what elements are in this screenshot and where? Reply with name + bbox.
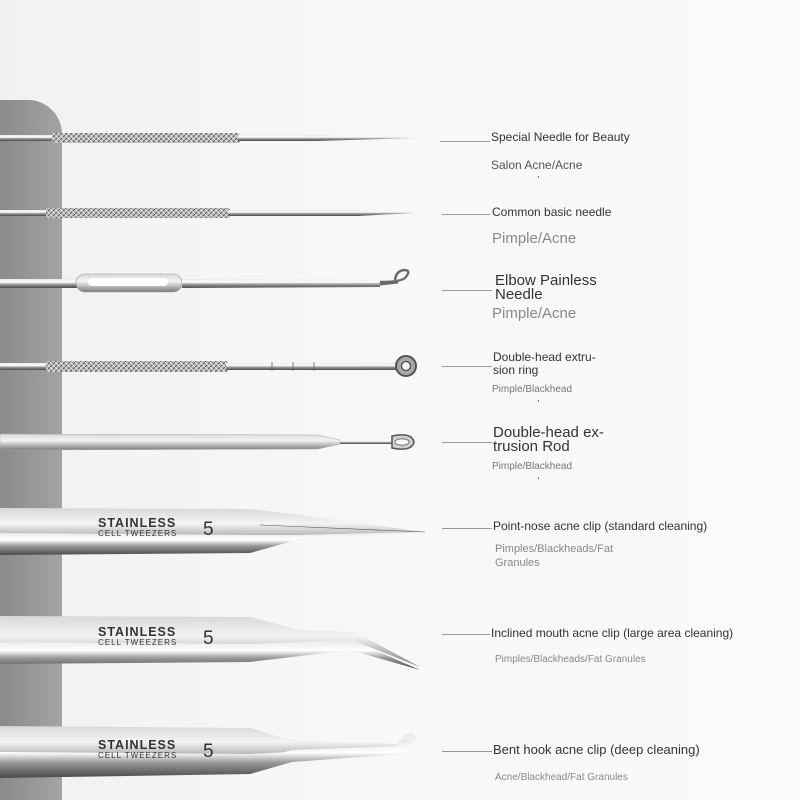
tool-subtitle: Pimple/Acne xyxy=(492,305,577,322)
tool-title: Common basic needle xyxy=(492,205,612,219)
tweezer-brand-line2: CELL TWEEZERS xyxy=(98,638,178,647)
tick-mark xyxy=(538,400,539,402)
leader-line xyxy=(442,442,492,443)
tool-subtitle: Salon Acne/Acne xyxy=(491,158,583,172)
tick-mark xyxy=(538,477,539,479)
tweezer-model-number: 5 xyxy=(203,628,215,649)
tweezer-brand-line2: CELL TWEEZERS xyxy=(98,529,178,538)
tweezer-brand-line2: CELL TWEEZERS xyxy=(98,751,178,760)
inclined-tweezers-illustration xyxy=(0,612,440,677)
tool-subtitle: Pimples/Blackheads/Fat Granules xyxy=(495,543,613,569)
tweezer-brand-line1: STAINLESS xyxy=(98,516,177,530)
tool-title: Special Needle for Beauty xyxy=(491,130,630,144)
tweezer-model-number: 5 xyxy=(203,519,215,540)
needle-1-illustration xyxy=(0,130,430,150)
hook-tweezers-illustration xyxy=(0,722,440,787)
tool-subtitle: Acne/Blackhead/Fat Granules xyxy=(495,772,628,783)
tool-subtitle: Pimple/Blackhead xyxy=(492,461,573,472)
tool-title: Bent hook acne clip (deep cleaning) xyxy=(493,742,700,757)
tweezer-brand-line1: STAINLESS xyxy=(98,738,177,752)
leader-line xyxy=(442,751,492,752)
extrusion-rod-illustration xyxy=(0,428,430,458)
leader-line xyxy=(442,528,492,529)
tool-title: Elbow Painless Needle xyxy=(495,272,597,303)
tool-title: Double-head ex- trusion Rod xyxy=(493,424,604,455)
leader-line xyxy=(440,141,490,142)
tool-title: Inclined mouth acne clip (large area cleaning) xyxy=(491,626,734,640)
needle-2-illustration xyxy=(0,204,430,224)
elbow-needle-illustration xyxy=(0,268,430,308)
leader-line xyxy=(442,634,490,635)
extrusion-ring-illustration xyxy=(0,352,430,384)
leader-line xyxy=(442,366,492,367)
tool-title: Double-head extru- sion ring xyxy=(493,350,596,377)
tick-mark xyxy=(538,176,539,178)
tool-title: Point-nose acne clip (standard cleaning) xyxy=(493,519,708,533)
tool-subtitle: Pimple/Acne xyxy=(492,230,577,247)
point-tweezers-illustration xyxy=(0,505,440,560)
leader-line xyxy=(442,290,492,291)
tool-subtitle: Pimple/Blackhead xyxy=(492,384,573,395)
tweezer-brand-line1: STAINLESS xyxy=(98,625,177,639)
tweezer-model-number: 5 xyxy=(203,741,215,762)
leader-line xyxy=(442,214,490,215)
tool-subtitle: Pimples/Blackheads/Fat Granules xyxy=(495,654,646,665)
